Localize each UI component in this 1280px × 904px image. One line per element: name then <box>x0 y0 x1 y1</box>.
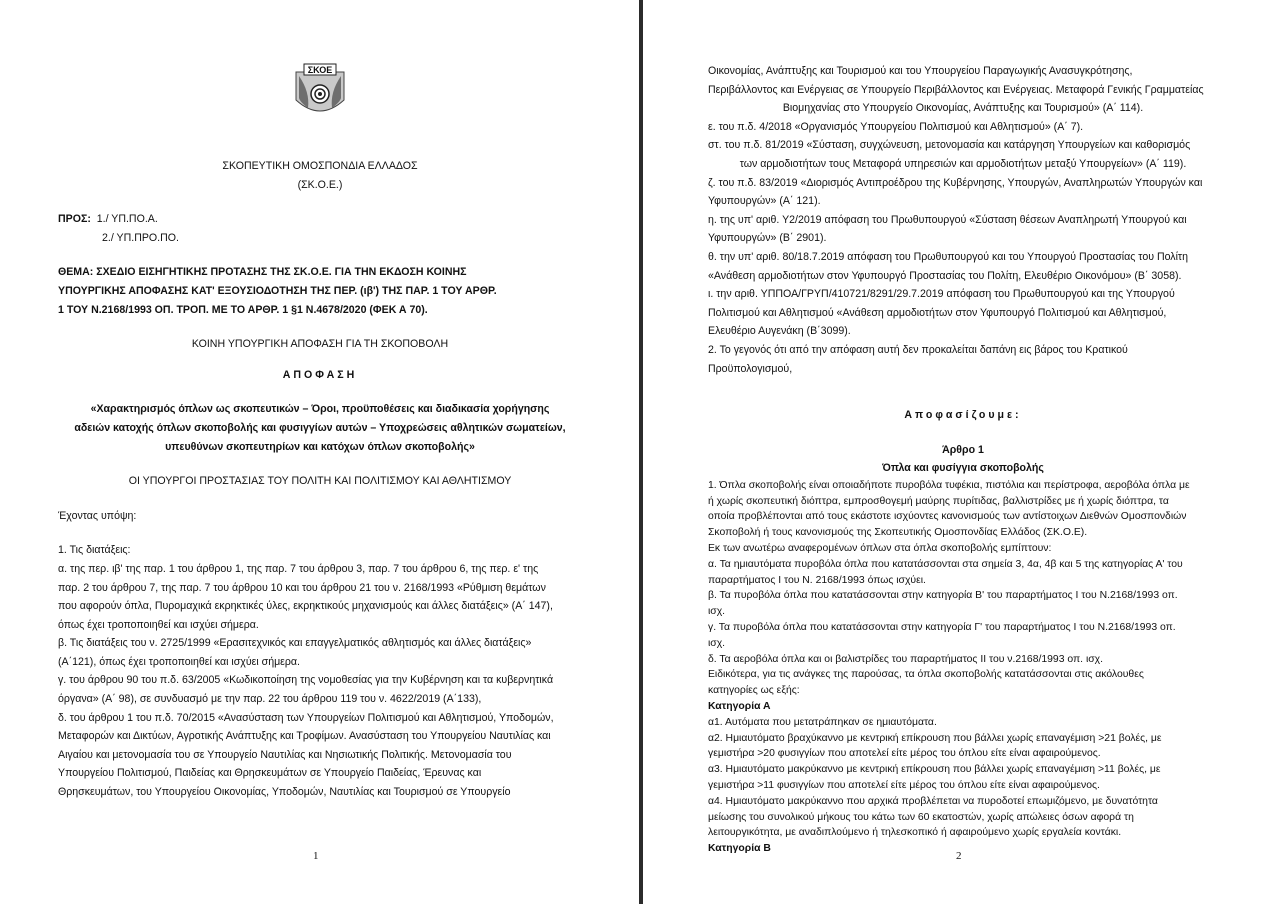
considering-line: Έχοντας υπόψη: <box>58 509 137 522</box>
body-line: 2. Το γεγονός ότι από την απόφαση αυτή δεν προκαλείται δαπάνη εις βάρος του Κρατικού <box>708 343 1128 356</box>
category-a-line: γεμιστήρα >11 φυσιγγίων που αποτελεί είτε μέρος του όπλου είτε είναι αφαιρούμενος. <box>708 780 1100 792</box>
recipient-2: 2./ ΥΠ.ΠΡΟ.ΠΟ. <box>102 231 179 244</box>
category-a-heading: Κατηγορία Α <box>708 701 771 713</box>
category-a-line: α1. Αυτόματα που μετατράπηκαν σε ημιαυτόματα. <box>708 716 937 728</box>
body-line: Βιομηχανίας στο Υπουργείο Οικονομίας, Ανάπτυξης και Τουρισμού» (Α΄ 114). <box>782 102 1144 115</box>
body-line: «Ανάθεση αρμοδιοτήτων στον Υφυπουργό Προστασίας του Πολίτη, Ελευθέριο Οικονόμου» (Β΄ 3058). <box>708 269 1182 282</box>
article-line: 1. Όπλα σκοποβολής είναι οποιαδήποτε πυροβόλα τυφέκια, πιστόλια και περίστροφα, αεροβόλα όπλα με <box>708 479 1190 491</box>
article-line: ισχ. <box>708 637 726 649</box>
page-2-content <box>708 62 1218 857</box>
org-abbr: (ΣΚ.Ο.Ε.) <box>297 178 343 191</box>
description-line-1: «Χαρακτηρισμός όπλων ως σκοπευτικών – Όροι, προϋποθέσεις και διαδικασία χορήγησης <box>90 403 550 416</box>
category-b-heading: Κατηγορία Β <box>708 843 771 855</box>
decision-word: ΑΠΟΦΑΣΗ <box>282 368 358 381</box>
body-line: β. Τις διατάξεις του ν. 2725/1999 «Ερασιτεχνικός και επαγγελματικός αθλητισμός και άλλες διατάξεις» <box>58 637 532 650</box>
body-line: στ. του π.δ. 81/2019 «Σύσταση, συγχώνευση, μετονομασία και κατάργηση Υπουργείων και καθορισμός <box>708 139 1191 152</box>
provisions-heading: 1. Τις διατάξεις: <box>58 544 131 557</box>
body-line: που αφορούν όπλα, Πυρομαχικά εκρηκτικές ύλες, εκρηκτικούς μηχανισμούς και άλλες διατάξεις» (Α΄ 147), <box>58 600 553 613</box>
body-line: παρ. 2 του άρθρου 7, της παρ. 7 του άρθρου 10 και του άρθρου 21 του ν. 2168/1993 «Ρύθμιση θεμάτων <box>58 581 546 594</box>
category-a-line: α2. Ημιαυτόματο βραχύκαννο με κεντρική επίκρουση που βάλλει χωρίς επαναγέμιση >21 βολές, με <box>708 732 1162 744</box>
article-subtitle: Όπλα και φυσίγγια σκοποβολής <box>882 462 1044 475</box>
category-a-line: α3. Ημιαυτόματο μακρύκαννο με κεντρική επίκρουση που βάλλει χωρίς επαναγέμιση >11 βολές, με <box>708 764 1161 776</box>
document-page-1 <box>0 0 639 904</box>
body-line: Πολιτισμού και Αθλητισμού «Ανάθεση αρμοδιοτήτων στον Υφυπουργό Πολιτισμού και Αθλητισμού, <box>708 306 1167 319</box>
article-line: ισχ. <box>708 606 726 618</box>
body-line: Μεταφορών και Δικτύων, Αγροτικής Ανάπτυξης και Τροφίμων. Ανασύσταση του Υπουργείου Ναυτιλίας και <box>58 730 551 743</box>
skoe-logo <box>290 62 350 120</box>
body-line: δ. του άρθρου 1 του π.δ. 70/2015 «Ανασύσταση των Υπουργείων Πολιτισμού και Αθλητισμού, Υποδομών, <box>58 711 554 724</box>
body-line: ε. του π.δ. 4/2018 «Οργανισμός Υπουργείου Πολιτισμού και Αθλητισμού» (Α΄ 7). <box>708 120 1084 133</box>
body-line: Υφυπουργών» (Β΄ 2901). <box>708 232 827 245</box>
article-line: οποία προβλέπονται από τους εκάστοτε ισχύοντες κανονισμούς των αντίστοιχων Διεθνών Ομοσπονδιών <box>708 511 1187 523</box>
category-a-line: α4. Ημιαυτόματο μακρύκαννο που αρχικά προβλέπεται να πυροδοτεί επωμιζόμενο, με δυνατότητα <box>708 795 1158 807</box>
article-line: δ. Τα αεροβόλα όπλα και οι βαλιστρίδες του παραρτήματος ΙΙ του ν.2168/1993 οπ. ισχ. <box>708 653 1104 665</box>
body-line: η. της υπ' αριθ. Υ2/2019 απόφαση του Πρωθυπουργού «Σύσταση θέσεων Αναπληρωτή Υπουργού και <box>708 213 1187 226</box>
article-line: Ειδικότερα, για τις ανάγκες της παρούσας, τα όπλα σκοποβολής κατατάσσονται στις ακόλουθες <box>708 669 1144 681</box>
article-line: Σκοποβολή ή τους κανονισμούς της Σκοπευτικής Ομοσπονδίας Ελλάδος (ΣΚ.Ο.Ε). <box>708 527 1088 539</box>
body-line: ι. την αριθ. ΥΠΠΟΑ/ΓΡΥΠ/410721/8291/29.7.2019 απόφαση του Πρωθυπουργού και της Υπουργού <box>708 288 1175 301</box>
article-line: γ. Τα πυροβόλα όπλα που κατατάσσονται στην κατηγορία Γ' του παραρτήματος Ι του Ν.2168/1993 οπ. <box>708 622 1176 634</box>
subject-line-2: ΥΠΟΥΡΓΙΚΗΣ ΑΠΟΦΑΣΗΣ ΚΑΤ' ΕΞΟΥΣΙΟΔΟΤΗΣΗ ΤΗΣ ΠΕΡ. (ιβ') ΤΗΣ ΠΑΡ. 1 ΤΟΥ ΑΡΘΡ. <box>58 284 497 297</box>
body-line: Περιβάλλοντος και Ενέργειας σε Υπουργείο Περιβάλλοντος και Ενέργειας. Μεταφορά Γενικής Γραμματείας <box>708 83 1204 96</box>
svg-text:ΣΚΟΕ: ΣΚΟΕ <box>307 65 333 75</box>
article-title: Άρθρο 1 <box>942 443 984 456</box>
recipient-1: 1./ ΥΠ.ΠΟ.Α. <box>96 213 158 226</box>
body-line: Θρησκευμάτων, του Υπουργείου Οικονομίας, Υποδομών, Ναυτιλίας και Τουρισμού σε Υπουργείο <box>58 786 511 799</box>
body-line: θ. την υπ' αριθ. 80/18.7.2019 απόφαση του Πρωθυπουργού και του Υπουργού Προστασίας του Πολίτη <box>708 250 1189 263</box>
category-a-line: γεμιστήρα >20 φυσιγγίων που αποτελεί είτε μέρος του όπλου είτε είναι αφαιρούμενος. <box>708 748 1101 760</box>
recipients-line-1 <box>58 210 582 229</box>
description-line-3: υπευθύνων σκοπευτηρίων και κατόχων όπλων σκοποβολής» <box>165 440 475 453</box>
body-line: (Α΄121), όπως έχει τροποποιηθεί και ισχύει σήμερα. <box>58 655 301 668</box>
subject-line-1: ΘΕΜΑ: ΣΧΕΔΙΟ ΕΙΣΗΓΗΤΙΚΗΣ ΠΡΟΤΑΣΗΣ ΤΗΣ ΣΚ.Ο.Ε. ΓΙΑ ΤΗΝ ΕΚΔΟΣΗ ΚΟΙΝΗΣ <box>58 266 467 279</box>
article-line: Εκ των ανωτέρω αναφερομένων όπλων στα όπλα σκοποβολής εμπίπτουν: <box>708 543 1052 555</box>
decide-word: Αποφασίζουμε: <box>904 409 1022 422</box>
body-line: Προϋπολογισμού, <box>708 362 793 375</box>
description-line-2: αδειών κατοχής όπλων σκοποβολής και φυσιγγίων αυτών – Υποχρεώσεις αθλητικών σωματείων, <box>74 421 566 434</box>
category-a-line: λειτουργικότητα, με αναδιπλούμενο ή τηλεσκοπικό ή αφαιρούμενο χωρίς εργαλεία κοντάκι. <box>708 827 1122 839</box>
body-line: Υπουργείου Πολιτισμού, Παιδείας και Θρησκευμάτων σε Υπουργείο Παιδείας, Έρευνας και <box>58 767 482 780</box>
body-line: ζ. του π.δ. 83/2019 «Διορισμός Αντιπροέδρου της Κυβέρνησης, Υπουργών, Αναπληρωτών Υπουργών και <box>708 176 1203 189</box>
category-a-line: μείωσης του συνολικού μήκους του κάτω των 60 εκατοστών, χωρίς απώλειες όσων αφορά τη <box>708 811 1134 823</box>
body-line: των αρμοδιοτήτων τους Μεταφορά υπηρεσιών και αρμοδιοτήτων μεταξύ Υπουργείων» (Α΄ 119). <box>739 157 1187 170</box>
page-1-content <box>58 62 582 802</box>
body-line: Ελευθέριο Αυγενάκη (Β΄3099). <box>708 325 851 338</box>
body-line: Οικονομίας, Ανάπτυξης και Τουρισμού και του Υπουργείου Παραγωγικής Ανασυγκρότησης, <box>708 65 1133 77</box>
body-line: Υφυπουργών» (Α΄ 121). <box>708 195 821 208</box>
article-line: κατηγορίες ως εξής: <box>708 685 800 697</box>
body-line: Αιγαίου και μετονομασία του σε Υπουργείο Ναυτιλίας και Νησιωτικής Πολιτικής. Μετονομασία του <box>58 748 512 761</box>
ministers-line: ΟΙ ΥΠΟΥΡΓΟΙ ΠΡΟΣΤΑΣΙΑΣ ΤΟΥ ΠΟΛΙΤΗ ΚΑΙ ΠΟΛΙΤΙΣΜΟΥ ΚΑΙ ΑΘΛΗΤΙΣΜΟΥ <box>128 475 512 488</box>
to-label: ΠΡΟΣ: <box>58 213 91 226</box>
subject-line-3: 1 ΤΟΥ Ν.2168/1993 ΟΠ. ΤΡΟΠ. ΜΕ ΤΟ ΑΡΘΡ. 1 §1 Ν.4678/2020 (ΦΕΚ Α 70). <box>58 303 428 316</box>
org-name: ΣΚΟΠΕΥΤΙΚΗ ΟΜΟΣΠΟΝΔΙΑ ΕΛΛΑΔΟΣ <box>222 160 418 172</box>
body-line: α. της περ. ιβ' της παρ. 1 του άρθρου 1, της παρ. 7 του άρθρου 3, παρ. 7 του άρθρου 6, της περ. ε' της <box>58 562 539 575</box>
page-number: 2 <box>956 850 962 862</box>
page-number: 1 <box>313 850 319 862</box>
decision-title: ΚΟΙΝΗ ΥΠΟΥΡΓΙΚΗ ΑΠΟΦΑΣΗ ΓΙΑ ΤΗ ΣΚΟΠΟΒΟΛΗ <box>191 338 449 351</box>
body-line: γ. του άρθρου 90 του π.δ. 63/2005 «Κωδικοποίηση της νομοθεσίας για την Κυβέρνηση και τα κυβερνητικά <box>58 674 554 687</box>
article-line: παραρτήματος Ι του Ν. 2168/1993 όπως ισχύει. <box>708 574 926 586</box>
body-line: όργανα» (Α΄ 98), σε συνδυασμό με την παρ. 22 του άρθρου 119 του ν. 4622/2019 (Α΄133), <box>58 693 482 706</box>
document-page-2 <box>643 0 1280 904</box>
article-line: ή χωρίς σκοπευτική διόπτρα, εμπροσθογεμή μαύρης πυρίτιδας, βαλλιστρίδες με ή χωρίς διόπτρα, τα <box>708 495 1169 507</box>
article-line: β. Τα πυροβόλα όπλα που κατατάσσονται στην κατηγορία Β' του παραρτήματος Ι του Ν.2168/1993 οπ. <box>708 590 1178 602</box>
body-line: όπως έχει τροποποιηθεί και ισχύει σήμερα. <box>58 618 259 631</box>
article-line: α. Τα ημιαυτόματα πυροβόλα όπλα που κατατάσσονται στα σημεία 3, 4α, 4β και 5 της κατηγορίας Α' του <box>708 558 1183 570</box>
